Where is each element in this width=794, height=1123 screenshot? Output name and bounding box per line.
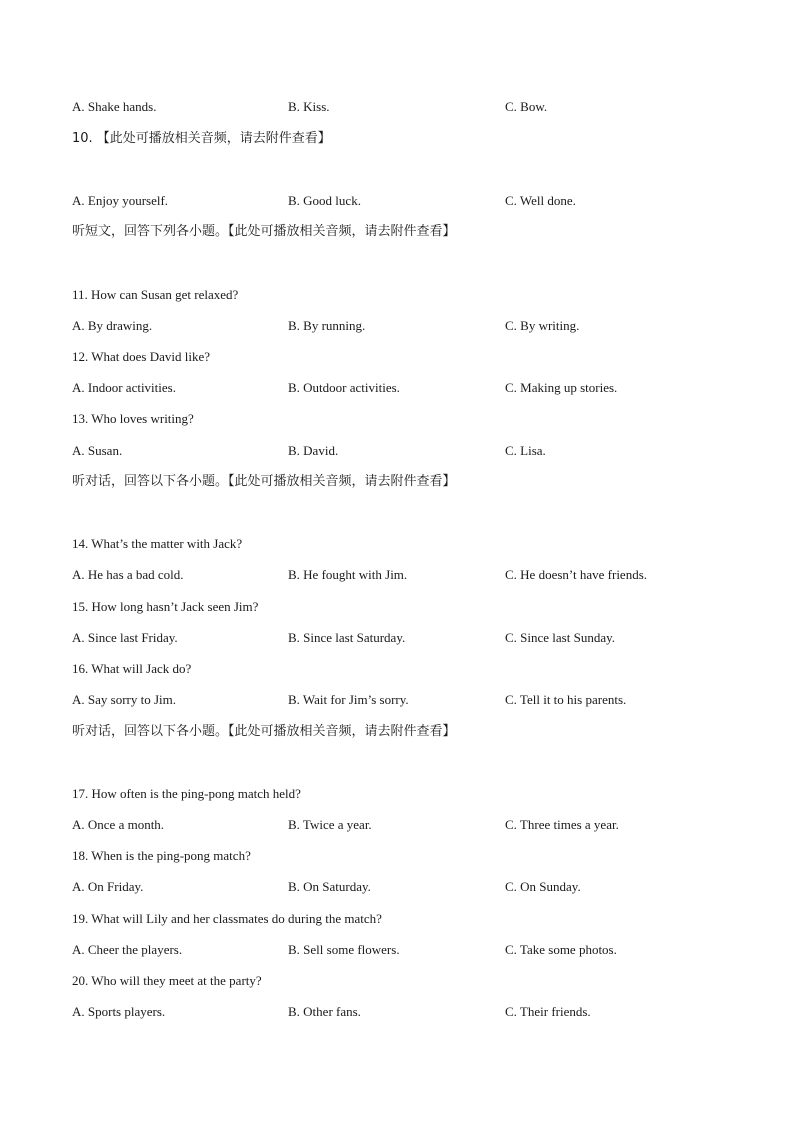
option-b: B. Kiss. [288, 99, 330, 114]
option-b: B. Outdoor activities. [288, 380, 400, 395]
question-text: 14. What’s the matter with Jack? [72, 536, 243, 551]
question-text: 18. When is the ping-pong match? [72, 848, 251, 863]
option-c: C. By writing. [505, 318, 580, 333]
option-b: B. Other fans. [288, 1004, 361, 1019]
option-c: C. Three times a year. [505, 817, 619, 832]
section-instruction: 听对话，回答以下各小题。【此处可播放相关音频，请去附件查看】 [72, 724, 456, 739]
question-text: 15. How long hasn’t Jack seen Jim? [72, 599, 259, 614]
option-a: A. By drawing. [72, 318, 153, 333]
section-instruction: 听短文，回答下列各小题。【此处可播放相关音频，请去附件查看】 [72, 224, 456, 239]
option-b: B. Since last Saturday. [288, 630, 406, 645]
option-b: B. He fought with Jim. [288, 567, 408, 582]
section-instruction: 听对话，回答以下各小题。【此处可播放相关音频，请去附件查看】 [72, 474, 456, 489]
option-a: A. Shake hands. [72, 99, 157, 114]
option-c: C. He doesn’t have friends. [505, 567, 648, 582]
option-a: A. On Friday. [72, 879, 144, 894]
question-text: 12. What does David like? [72, 349, 211, 364]
option-c: C. Since last Sunday. [505, 630, 616, 645]
question-text: 19. What will Lily and her classmates do during the match? [72, 911, 382, 926]
option-c: C. On Sunday. [505, 879, 581, 894]
option-b: B. Twice a year. [288, 817, 372, 832]
question-text: 20. Who will they meet at the party? [72, 973, 262, 988]
option-b: B. Sell some flowers. [288, 942, 400, 957]
option-b: B. On Saturday. [288, 879, 371, 894]
option-a: A. Susan. [72, 443, 123, 458]
option-b: B. David. [288, 443, 339, 458]
option-b: B. By running. [288, 318, 366, 333]
option-a: A. He has a bad cold. [72, 567, 184, 582]
option-b: B. Wait for Jim’s sorry. [288, 692, 409, 707]
option-c: C. Their friends. [505, 1004, 591, 1019]
option-a: A. Once a month. [72, 817, 165, 832]
option-a: A. Sports players. [72, 1004, 166, 1019]
question-text: 16. What will Jack do? [72, 661, 192, 676]
option-c: C. Bow. [505, 99, 548, 114]
option-a: A. Cheer the players. [72, 942, 183, 957]
question-text: 13. Who loves writing? [72, 411, 194, 426]
option-a: A. Indoor activities. [72, 380, 176, 395]
option-a: A. Say sorry to Jim. [72, 692, 176, 707]
question-text: 11. How can Susan get relaxed? [72, 287, 239, 302]
option-c: C. Lisa. [505, 443, 546, 458]
question-text: 17. How often is the ping-pong match held? [72, 786, 301, 801]
option-a: A. Since last Friday. [72, 630, 178, 645]
option-c: C. Take some photos. [505, 942, 617, 957]
option-c: C. Tell it to his parents. [505, 692, 627, 707]
option-b: B. Good luck. [288, 193, 361, 208]
option-c: C. Well done. [505, 193, 576, 208]
option-c: C. Making up stories. [505, 380, 618, 395]
section-instruction: 10. 【此处可播放相关音频，请去附件查看】 [72, 131, 331, 146]
option-a: A. Enjoy yourself. [72, 193, 169, 208]
